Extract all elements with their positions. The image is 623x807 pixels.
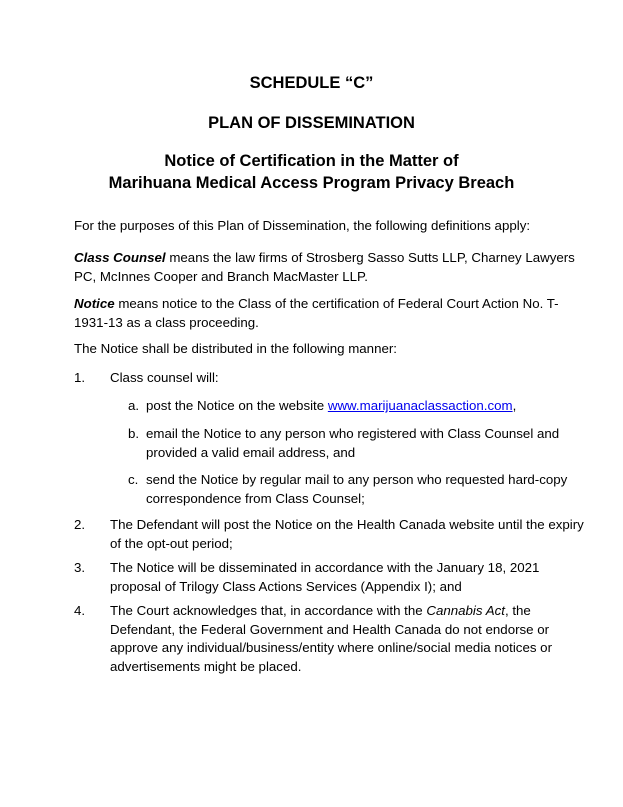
item-2-text [110,516,584,553]
sub-c-line1: send the Notice by regular mail to any person who requested hard-copy [146,472,568,487]
item-2-line2: of the opt-out period; [110,535,233,551]
sub-a-letter: a. [128,398,140,413]
distribution-intro: The Notice shall be distributed in the following manner: [74,341,397,356]
notice-title [0,150,623,194]
item-4-line2: Defendant, the Federal Government and Health Canada do not endorse or [110,621,550,637]
notice-title-line1: Notice of Certification in the Matter of [164,152,459,170]
item-4-line4: advertisements might be placed. [110,658,302,674]
term-notice: Notice [74,296,115,311]
item-3-line2: proposal of Trilogy Class Actions Services (Appendix I); and [110,578,462,594]
item-1-number: 1. [74,370,86,385]
definition-class-counsel-line1: means the law firms of Strosberg Sasso Sutts LLP, Charney Lawyers [165,250,575,265]
sub-c-letter: c. [128,472,139,487]
sub-a-before: post the Notice on the website [146,398,328,413]
item-2-number: 2. [74,517,86,532]
sub-a-text [146,397,560,416]
sub-b-letter: b. [128,426,140,441]
item-4-line1-before: The Court acknowledges that, in accordance with the [110,603,427,618]
sub-a-after: , [512,398,517,413]
definition-notice-line2: 1931-13 as a class proceeding. [74,314,259,330]
item-4-text [110,602,560,676]
item-4-line3: approve any individual/business/entity where online/social media notices or [110,640,553,655]
definition-notice-line1: means notice to the Class of the certification of Federal Court Action No. T- [114,296,559,311]
item-4-line1-after: , the [504,603,531,618]
sub-b-text [146,425,560,462]
item-4-number: 4. [74,603,86,618]
item-1-text: Class counsel will: [110,370,219,385]
plan-title: PLAN OF DISSEMINATION [208,114,415,132]
term-class-counsel: Class Counsel [74,250,166,265]
item-3-number: 3. [74,560,86,575]
sub-c-text [146,471,568,508]
schedule-title: SCHEDULE “C” [249,74,374,92]
sub-b-line2: provided a valid email address, and [146,444,356,460]
sub-c-line2: correspondence from Class Counsel; [146,490,365,506]
definition-notice [74,295,560,332]
item-4-cannabis-act: Cannabis Act [426,603,505,618]
sub-b-line1: email the Notice to any person who registered with Class Counsel and [146,426,560,441]
definition-class-counsel [74,249,575,286]
website-link[interactable]: www.marijuanaclassaction.com [327,398,513,413]
item-3-line1: The Notice will be disseminated in accordance with the January 18, 2021 [110,560,540,575]
notice-title-line2: Marihuana Medical Access Program Privacy Breach [108,174,515,192]
item-3-text [110,559,560,596]
item-2-line1: The Defendant will post the Notice on the Health Canada website until the expiry [110,517,584,532]
intro-paragraph: For the purposes of this Plan of Dissemination, the following definitions apply: [74,218,531,233]
definition-class-counsel-line2: PC, McInnes Cooper and Branch MacMaster LLP. [74,268,368,284]
